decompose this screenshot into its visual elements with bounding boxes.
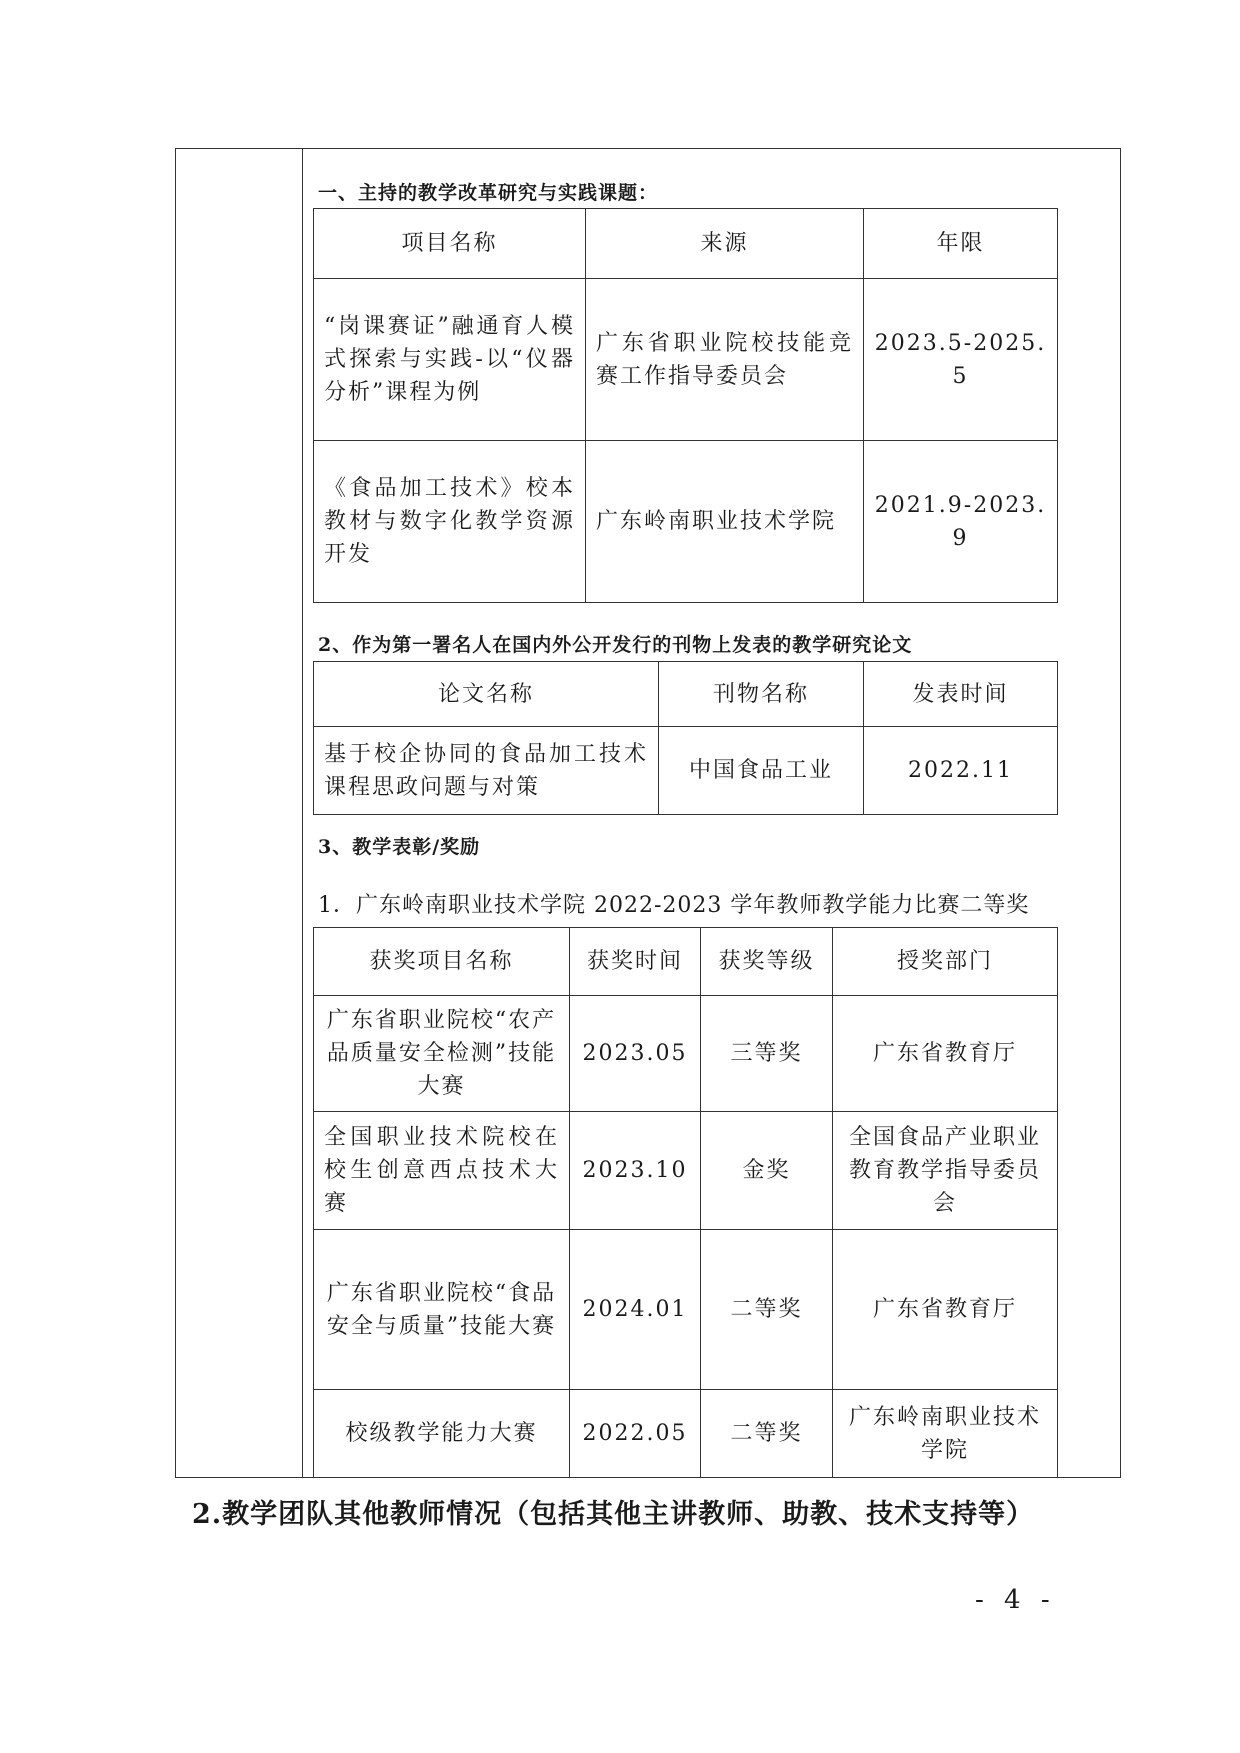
award-level: 二等奖: [701, 1230, 833, 1390]
paper-date: 2022.11: [864, 727, 1058, 815]
header-award-dept: 授奖部门: [833, 928, 1058, 996]
header-period: 年限: [864, 209, 1058, 279]
table-row: [314, 727, 1058, 815]
project-name: “岗课赛证”融通育人模式探索与实践-以“仪器分析”课程为例: [314, 279, 586, 441]
header-award-name: 获奖项目名称: [314, 928, 570, 996]
header-publish-date: 发表时间: [864, 662, 1058, 727]
project-period: 2023.5-2025.5: [864, 279, 1058, 441]
table-row: [314, 996, 1058, 1112]
award-name: 广东省职业院校“食品安全与质量”技能大赛: [314, 1230, 570, 1390]
award-name: 校级教学能力大赛: [314, 1390, 570, 1478]
section1-title: 一、主持的教学改革研究与实践课题：: [318, 182, 659, 204]
award-date: 2023.10: [570, 1112, 701, 1230]
header-source: 来源: [586, 209, 864, 279]
left-column-divider: [302, 149, 303, 1477]
award-dept: 广东岭南职业技术学院: [833, 1390, 1058, 1478]
project-source: 广东岭南职业技术学院: [586, 441, 864, 603]
award-date: 2022.05: [570, 1390, 701, 1478]
award-name: 全国职业技术院校在校生创意西点技术大赛: [314, 1112, 570, 1230]
award-dept: 广东省教育厅: [833, 1230, 1058, 1390]
paper-title: 基于校企协同的食品加工技术课程思政问题与对策: [314, 727, 659, 815]
table-row: [314, 1390, 1058, 1478]
papers-table: [313, 661, 1058, 815]
header-journal: 刊物名称: [659, 662, 864, 727]
table-row: [314, 1230, 1058, 1390]
team-section-heading: 2.教学团队其他教师情况（包括其他主讲教师、助教、技术支持等）: [192, 1499, 1035, 1530]
award-dept: 全国食品产业职业教育教学指导委员会: [833, 1112, 1058, 1230]
table-row: [314, 279, 1058, 441]
table-header-row: [314, 209, 1058, 279]
project-source: 广东省职业院校技能竞赛工作指导委员会: [586, 279, 864, 441]
award-name: 广东省职业院校“农产品质量安全检测”技能大赛: [314, 996, 570, 1112]
award-date: 2023.05: [570, 996, 701, 1112]
reform-projects-table: [313, 208, 1058, 603]
table-row: [314, 1112, 1058, 1230]
section2-title: 2、作为第一署名人在国内外公开发行的刊物上发表的教学研究论文: [318, 634, 913, 656]
table-row: [314, 441, 1058, 603]
award-level: 三等奖: [701, 996, 833, 1112]
header-paper-title: 论文名称: [314, 662, 659, 727]
project-name: 《食品加工技术》校本教材与数字化教学资源开发: [314, 441, 586, 603]
page-number: - 4 -: [975, 1585, 1056, 1615]
award-note: 1．广东岭南职业技术学院 2022-2023 学年教师教学能力比赛二等奖: [318, 893, 1030, 918]
header-project-name: 项目名称: [314, 209, 586, 279]
header-award-level: 获奖等级: [701, 928, 833, 996]
paper-journal: 中国食品工业: [659, 727, 864, 815]
award-level: 金奖: [701, 1112, 833, 1230]
section3-title: 3、教学表彰/奖励: [318, 836, 481, 858]
award-level: 二等奖: [701, 1390, 833, 1478]
award-date: 2024.01: [570, 1230, 701, 1390]
table-header-row: [314, 662, 1058, 727]
awards-table: [313, 927, 1058, 1478]
header-award-date: 获奖时间: [570, 928, 701, 996]
table-header-row: [314, 928, 1058, 996]
project-period: 2021.9-2023.9: [864, 441, 1058, 603]
award-dept: 广东省教育厅: [833, 996, 1058, 1112]
